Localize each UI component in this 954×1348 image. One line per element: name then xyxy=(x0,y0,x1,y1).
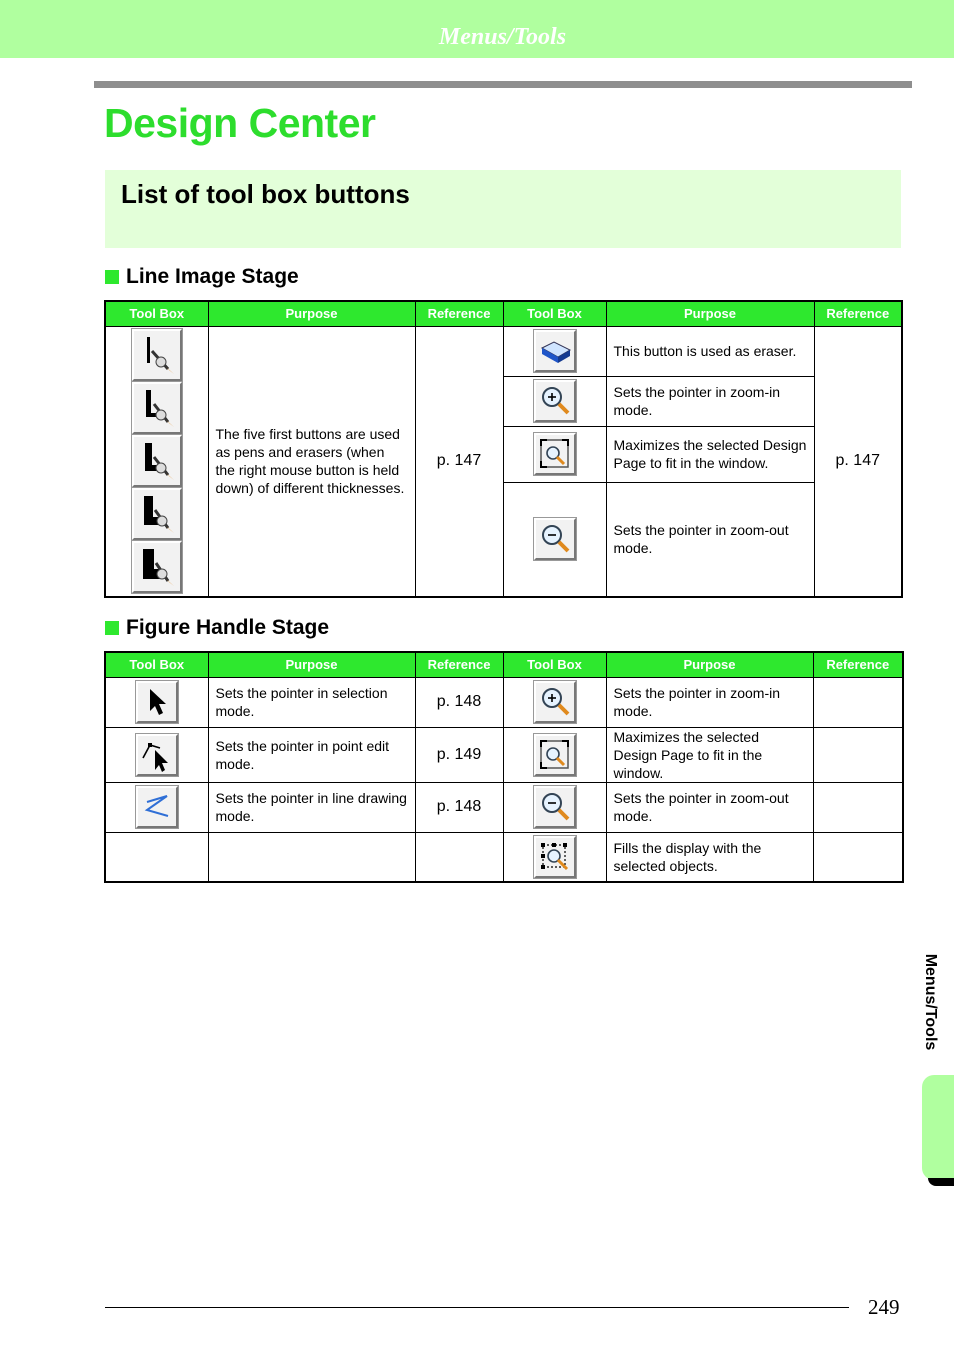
col-header-reference: Reference xyxy=(415,652,503,677)
select-arrow-purpose: Sets the pointer in selection mode. xyxy=(208,677,415,727)
col-header-toolbox: Tool Box xyxy=(105,652,208,677)
col-header-toolbox: Tool Box xyxy=(503,301,606,326)
figure-handle-stage-heading-text: Figure Handle Stage xyxy=(126,616,330,639)
pen-medium-thin-icon[interactable] xyxy=(132,382,182,434)
col-header-toolbox: Tool Box xyxy=(105,301,208,326)
zoom-in-purpose: Sets the pointer in zoom-in mode. xyxy=(606,376,814,426)
empty-reference xyxy=(415,832,503,882)
select-arrow-icon[interactable] xyxy=(136,681,178,723)
eraser-icon[interactable] xyxy=(534,330,576,372)
select-arrow-reference: p. 148 xyxy=(415,677,503,727)
col-header-purpose: Purpose xyxy=(208,652,415,677)
zoom-out-purpose: Sets the pointer in zoom-out mode. xyxy=(606,482,814,597)
side-tab-shadow xyxy=(928,1178,954,1186)
table-row xyxy=(105,832,903,882)
fit-page-cell xyxy=(503,727,606,782)
col-header-purpose: Purpose xyxy=(208,301,415,326)
col-header-toolbox: Tool Box xyxy=(503,652,606,677)
zoom-out-cell xyxy=(503,782,606,832)
title-rule xyxy=(94,81,912,88)
pen-buttons-cell xyxy=(105,326,208,597)
zoom-in-reference xyxy=(813,677,903,727)
section-title: List of tool box buttons xyxy=(121,179,410,209)
col-header-purpose: Purpose xyxy=(606,652,813,677)
zoom-in-purpose: Sets the pointer in zoom-in mode. xyxy=(606,677,813,727)
fit-selected-icon[interactable] xyxy=(534,836,576,878)
zoom-in-icon[interactable] xyxy=(534,380,576,422)
right-buttons-reference: p. 147 xyxy=(814,326,902,597)
col-header-reference: Reference xyxy=(814,301,902,326)
zoom-out-icon[interactable] xyxy=(534,518,576,560)
zoom-out-cell xyxy=(503,482,606,597)
table-row xyxy=(105,727,903,782)
header-title: Menus/Tools xyxy=(438,24,567,50)
point-edit-purpose: Sets the pointer in point edit mode. xyxy=(208,727,415,782)
page-title: Design Center xyxy=(104,100,376,146)
fit-selected-cell xyxy=(503,832,606,882)
zoom-in-icon[interactable] xyxy=(534,681,576,723)
point-edit-icon[interactable] xyxy=(136,734,178,776)
pen-medium-thick-icon[interactable] xyxy=(132,488,182,540)
line-draw-purpose: Sets the pointer in line drawing mode. xyxy=(208,782,415,832)
col-header-reference: Reference xyxy=(415,301,503,326)
fit-page-purpose: Maximizes the selected Design Page to fit in the window. xyxy=(606,727,813,782)
eraser-purpose: This button is used as eraser. xyxy=(606,326,814,376)
col-header-purpose: Purpose xyxy=(606,301,814,326)
col-header-reference: Reference xyxy=(813,652,903,677)
point-edit-cell xyxy=(105,727,208,782)
pen-buttons-reference: p. 147 xyxy=(415,326,503,597)
line-image-stage-table xyxy=(104,300,903,598)
empty-cell xyxy=(105,832,208,882)
zoom-out-reference xyxy=(813,782,903,832)
pen-buttons-purpose: The five first buttons are used as pens and erasers (when the right mouse button is held down) of different thicknesses. xyxy=(208,326,415,597)
line-image-stage-heading xyxy=(105,265,299,289)
line-image-stage-heading-text: Line Image Stage xyxy=(126,265,299,288)
table-row xyxy=(105,782,903,832)
line-draw-reference: p. 148 xyxy=(415,782,503,832)
fit-selected-reference xyxy=(813,832,903,882)
section-box xyxy=(105,170,901,248)
page-number: 249 xyxy=(868,1295,900,1319)
zoom-out-purpose: Sets the pointer in zoom-out mode. xyxy=(606,782,813,832)
fit-page-purpose: Maximizes the selected Design Page to fit in the window. xyxy=(606,426,814,482)
pen-medium-icon[interactable] xyxy=(132,435,182,487)
side-tab-label: Menus/Tools xyxy=(922,953,939,1051)
figure-handle-stage-heading xyxy=(105,616,329,640)
line-draw-cell xyxy=(105,782,208,832)
table-row xyxy=(105,677,903,727)
line-draw-icon[interactable] xyxy=(136,786,178,828)
zoom-out-icon[interactable] xyxy=(534,786,576,828)
fit-page-icon[interactable] xyxy=(534,734,576,776)
bullet-square-icon xyxy=(105,270,119,284)
zoom-in-cell xyxy=(503,376,606,426)
fit-selected-purpose: Fills the display with the selected objects. xyxy=(606,832,813,882)
pen-thick-icon[interactable] xyxy=(132,541,182,593)
eraser-cell xyxy=(503,326,606,376)
footer-rule xyxy=(105,1307,849,1308)
header-band xyxy=(0,0,954,58)
empty-purpose xyxy=(208,832,415,882)
fit-page-reference xyxy=(813,727,903,782)
figure-handle-stage-table xyxy=(104,651,904,883)
fit-page-icon[interactable] xyxy=(534,433,576,475)
side-tab xyxy=(922,1075,954,1180)
point-edit-reference: p. 149 xyxy=(415,727,503,782)
bullet-square-icon xyxy=(105,621,119,635)
pen-thin-icon[interactable] xyxy=(132,329,182,381)
select-arrow-cell xyxy=(105,677,208,727)
zoom-in-cell xyxy=(503,677,606,727)
fit-page-cell xyxy=(503,426,606,482)
